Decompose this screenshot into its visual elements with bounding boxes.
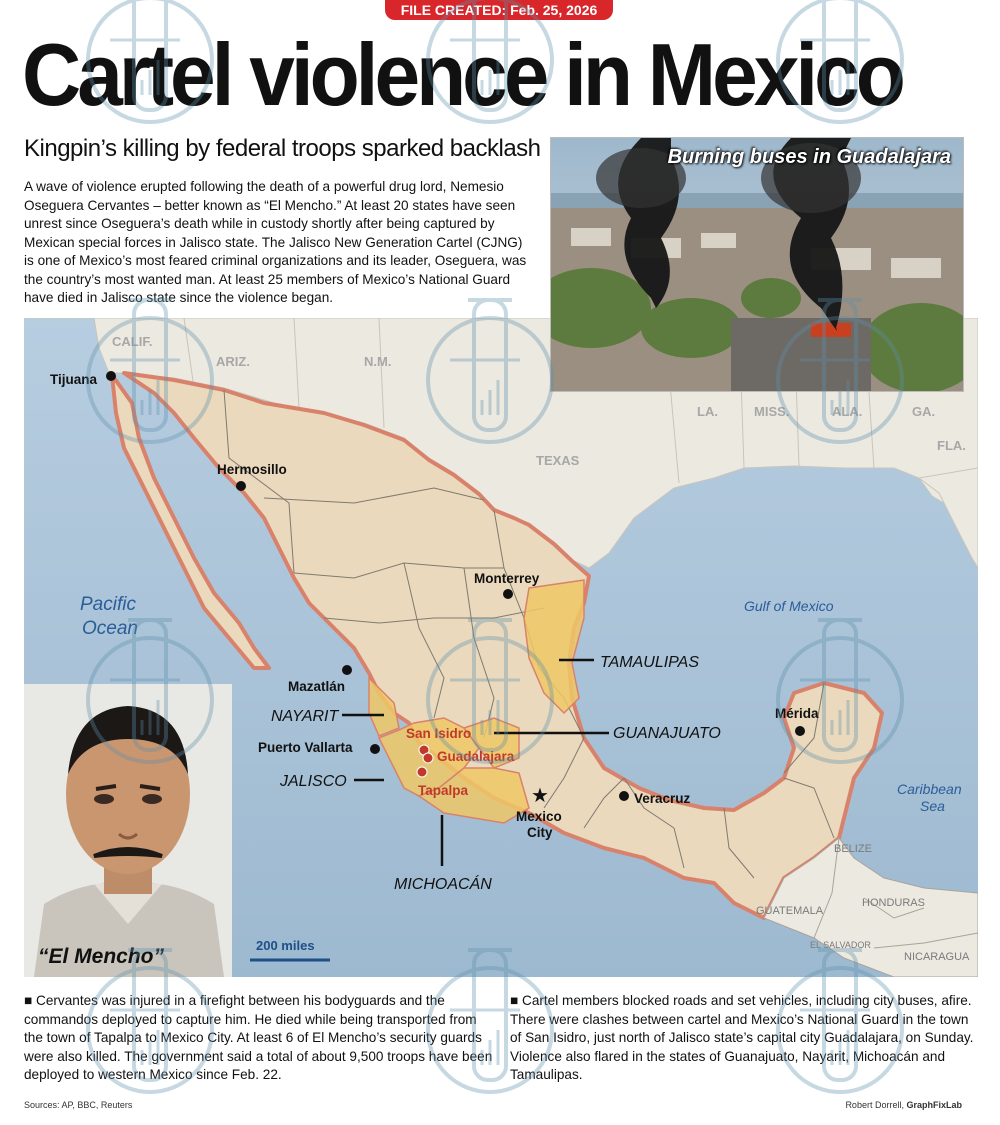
dot-monterrey xyxy=(503,589,513,599)
credit-name: Robert Dorrell, xyxy=(845,1100,904,1110)
headline: Cartel violence in Mexico xyxy=(22,26,902,125)
intro-paragraph: A wave of violence erupted following the death of a powerful drug lord, Nemesio Oseguera Cervantes – better known as “El Mencho.” At least 20 states have seen unrest since Oseguera’s death while in custody shortly after being captured by Mexican special forces in Jalisco state. The Jalisco New Generation Cartel (CJNG) is one of Mexico’s most feared criminal organizations and its leader, Oseguera, was the country’s most wanted man. At least 25 members of Mexico’s National Guard have died in Jalisco state since the violence began. xyxy=(24,179,527,305)
mexico-city-star-icon: ★ xyxy=(531,785,549,807)
dot-guadalajara xyxy=(423,753,433,763)
label-gulf-of-mexico: Gulf of Mexico xyxy=(744,598,834,614)
label-sea: Sea xyxy=(920,798,945,814)
dot-tapalpa xyxy=(417,767,427,777)
bullet-square-icon: ■ xyxy=(510,993,519,1008)
dot-veracruz xyxy=(619,791,629,801)
label-mexico-city-line2: City xyxy=(527,825,553,840)
label-honduras: HONDURAS xyxy=(862,897,925,909)
label-el-salvador: EL SALVADOR xyxy=(810,940,871,950)
portrait-caption: “El Mencho” xyxy=(38,945,165,968)
photo-image xyxy=(551,138,963,391)
dot-mazatlan xyxy=(342,665,352,675)
label-guadalajara: Guadalajara xyxy=(437,749,515,764)
label-nm: N.M. xyxy=(364,354,392,369)
label-miss: MISS. xyxy=(754,404,790,419)
dot-hermosillo xyxy=(236,481,246,491)
label-tijuana: Tijuana xyxy=(50,372,98,387)
label-fla: FLA. xyxy=(937,438,966,453)
portrait-image xyxy=(24,684,232,977)
bullet-square-icon: ■ xyxy=(24,993,33,1008)
label-tamaulipas: TAMAULIPAS xyxy=(600,654,699,671)
label-ala: ALA. xyxy=(832,404,863,419)
dot-puerto-vallarta xyxy=(370,744,380,754)
label-jalisco: JALISCO xyxy=(280,773,347,790)
scale-label: 200 miles xyxy=(256,938,315,953)
bullet-2 xyxy=(510,992,980,1085)
label-belize: BELIZE xyxy=(834,843,872,855)
label-ga: GA. xyxy=(912,404,936,419)
bullet-2-text: Cartel members blocked roads and set vehicles, including city buses, afire. There were clashes between cartel and Mexico’s National Guard in the town of San Isidro, just north of Jalisco state’s capital city Guadalajara, on Sunday. Violence also flared in the states of Guanajuato, Nayarit, Michoacán and Tamaulipas. xyxy=(510,993,974,1082)
label-pacific: Pacific xyxy=(80,594,136,615)
label-guatemala: GUATEMALA xyxy=(756,905,824,917)
label-mexico-city-line1: Mexico xyxy=(516,809,562,824)
dot-merida xyxy=(795,726,805,736)
label-san-isidro: San Isidro xyxy=(406,726,472,741)
sources: Sources: AP, BBC, Reuters xyxy=(24,1100,133,1110)
label-hermosillo: Hermosillo xyxy=(217,462,287,477)
label-merida: Mérida xyxy=(775,706,819,721)
bullet-1-text: Cervantes was injured in a firefight between his bodyguards and the commandos deployed to capture him. He died while being transported from the town of Tapalpa to Mexico City. At least 6 of El Mencho’s security guards were also killed. The government said a total of about 9,500 troops have been deployed to western Mexico since Feb. 22. xyxy=(24,993,493,1082)
bullet-1 xyxy=(24,992,494,1085)
subheadline: Kingpin’s killing by federal troops sparked backlash xyxy=(24,135,541,162)
label-nayarit: NAYARIT xyxy=(271,708,339,725)
label-la: LA. xyxy=(697,404,718,419)
label-puerto-vallarta: Puerto Vallarta xyxy=(258,740,353,755)
label-ocean: Ocean xyxy=(82,618,138,639)
burning-buses-photo xyxy=(550,137,964,392)
label-mazatlan: Mazatlán xyxy=(288,679,346,694)
label-tapalpa: Tapalpa xyxy=(418,783,469,798)
el-mencho-portrait xyxy=(24,684,232,977)
photo-caption: Burning buses in Guadalajara xyxy=(667,146,951,168)
dot-tijuana xyxy=(106,371,116,381)
label-veracruz: Veracruz xyxy=(634,791,691,806)
label-texas: TEXAS xyxy=(536,453,580,468)
label-nicaragua: NICARAGUA xyxy=(904,951,970,963)
label-guanajuato: GUANAJUATO xyxy=(613,725,721,742)
file-created-badge: FILE CREATED: Feb. 25, 2026 xyxy=(385,0,613,20)
label-ariz: ARIZ. xyxy=(216,354,250,369)
credit-brand: GraphFixLab xyxy=(906,1100,962,1110)
credit xyxy=(845,1100,962,1110)
label-caribbean: Caribbean xyxy=(897,781,962,797)
label-calif: CALIF. xyxy=(112,334,153,349)
label-monterrey: Monterrey xyxy=(474,571,540,586)
label-michoacan: MICHOACÁN xyxy=(394,876,492,893)
